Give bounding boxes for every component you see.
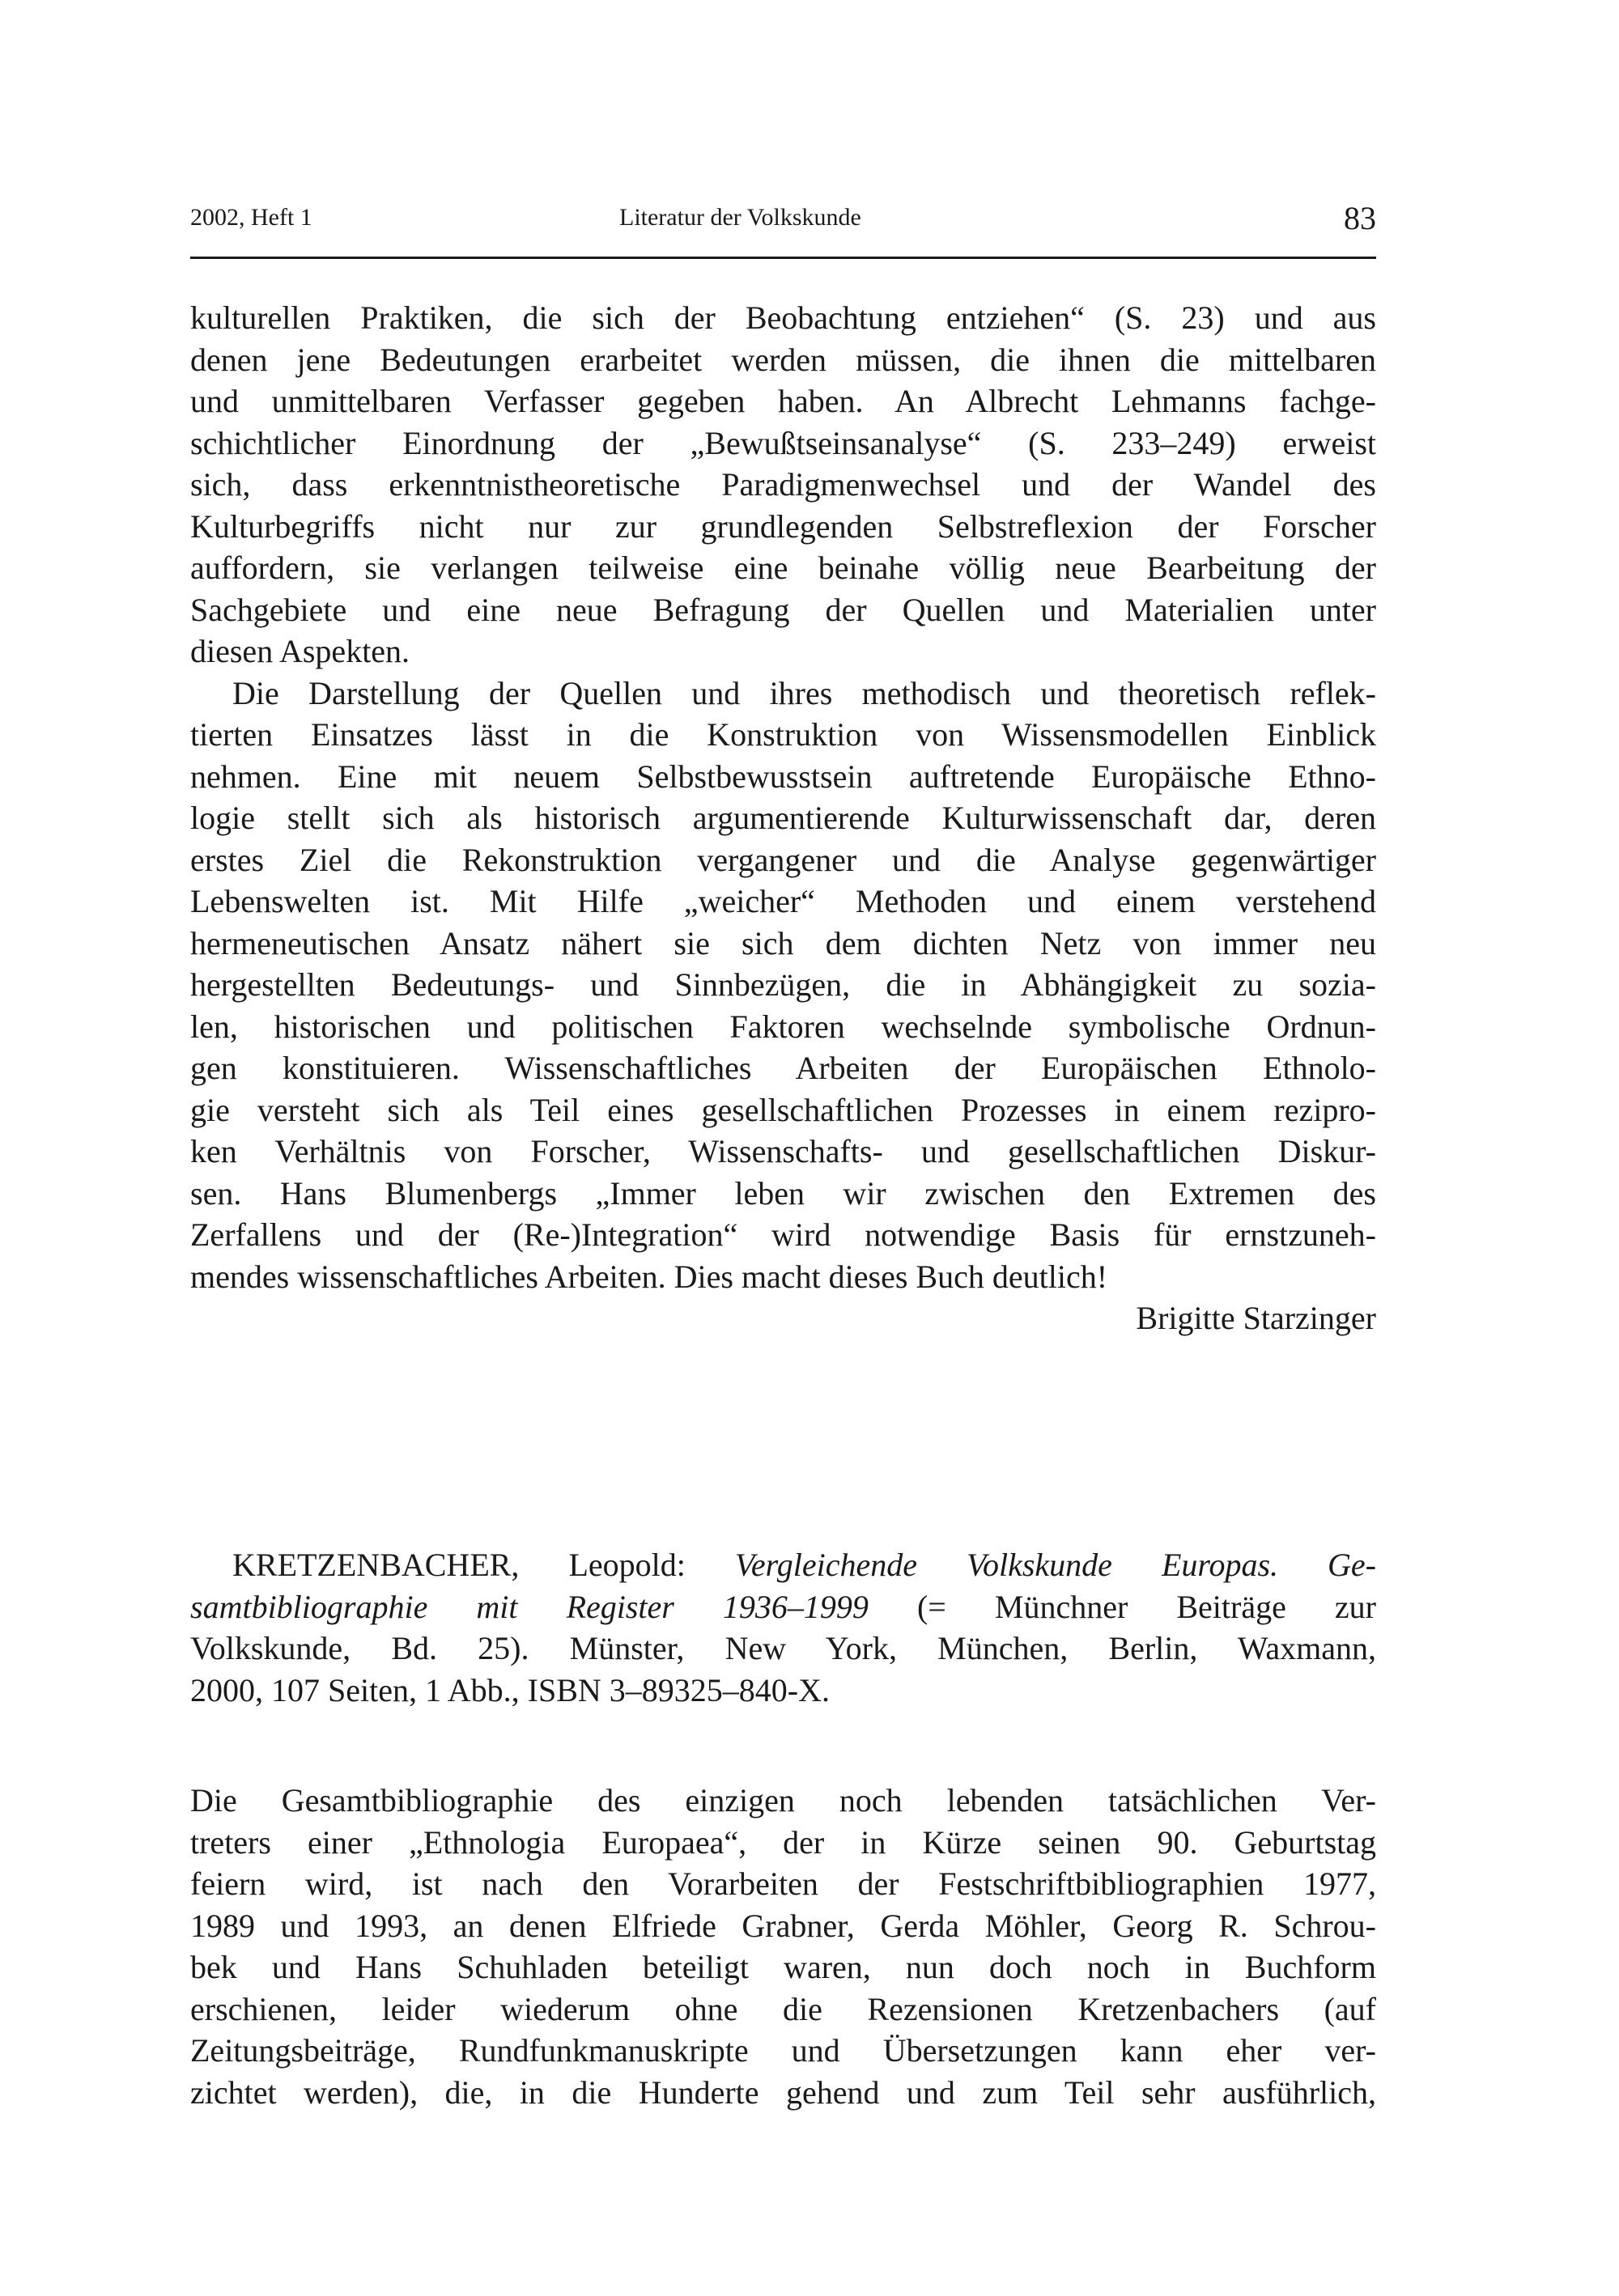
citation-line: Volkskunde, Bd. 25). Münster, New York, München, Berlin, Waxmann, [190,1630,1376,1666]
text-line: sen. Hans Blumenbergs „Immer leben wir zwischen den Extremen des [190,1174,1376,1212]
review-starzinger [190,297,1376,1339]
text-line: erstes Ziel die Rekonstruktion vergangener und die Analyse gegenwärtiger [190,841,1376,878]
text-line: Die Gesamtbibliographie des einzigen noch lebenden tatsächlichen Ver- [190,1782,1376,1819]
text-line: mendes wissenschaftliches Arbeiten. Dies macht dieses Buch deutlich! [190,1258,1108,1295]
text-line: schichtlicher Einordnung der „Bewußtseinsanalyse“ (S. 233–249) erweist [190,424,1376,461]
text-line: Zeitungsbeiträge, Rundfunkmanuskripte und Übersetzungen kann eher ver- [190,2032,1376,2069]
text-line: diesen Aspekten. [190,633,410,669]
text-line: und unmittelbaren Verfasser gegeben haben. An Albrecht Lehmanns fachge- [190,383,1376,419]
bibliographic-citation [190,1544,1376,1711]
text-line: gie versteht sich als Teil eines gesellschaftlichen Prozesses in einem rezipro- [190,1091,1376,1128]
text-line: gen konstituieren. Wissenschaftliches Arbeiten der Europäischen Ethnolo- [190,1050,1376,1086]
text-line: denen jene Bedeutungen erarbeitet werden müssen, die ihnen die mittelbaren [190,341,1376,378]
text-line: Zerfallens und der (Re-)Integration“ wird notwendige Basis für ernstzuneh- [190,1216,1376,1253]
citation-series: (= Münchner Beiträge zur [916,1588,1376,1625]
issue-label: 2002, Heft 1 [190,204,312,231]
review-kretzenbacher-body [190,1780,1376,2113]
citation-line [190,1586,1376,1628]
text-line: zichtet werden), die, in die Hunderte gehend und zum Teil sehr ausführlich, [190,2073,1376,2111]
citation-title: Vergleichende Volkskunde Europas. Ge- [734,1547,1376,1583]
text-line: Lebenswelten ist. Mit Hilfe „weicher“ Methoden und einem verstehend [190,883,1376,919]
text-line: bek und Hans Schuhladen beteiligt waren, nun doch noch in Buchform [190,1949,1376,1985]
text-line: nehmen. Eine mit neuem Selbstbewusstsein auftretende Europäische Ethno- [190,758,1376,795]
running-header [190,200,1376,244]
text-line: kulturellen Praktiken, die sich der Beobachtung entziehen“ (S. 23) und aus [190,299,1376,336]
text-line: Die Darstellung der Quellen und ihres methodisch und theoretisch reflek- [232,674,1376,711]
text-line: Kulturbegriffs nicht nur zur grundlegenden Selbstreflexion der Forscher [190,507,1376,545]
text-line: feiern wird, ist nach den Vorarbeiten der Festschriftbibliographien 1977, [190,1865,1376,1902]
text-line: tierten Einsatzes lässt in die Konstruktion von Wissensmodellen Einblick [190,716,1376,753]
text-line: auffordern, sie verlangen teilweise eine beinahe völlig neue Bearbeitung der [190,550,1376,586]
text-line: len, historischen und politischen Faktoren wechselnde symbolische Ordnun- [190,1008,1376,1045]
text-line: Sachgebiete und eine neue Befragung der Quellen und Materialien unter [190,591,1376,628]
header-rule [190,257,1376,259]
citation-author: KRETZENBACHER, Leopold: [232,1547,686,1583]
citation-line: 2000, 107 Seiten, 1 Abb., ISBN 3–89325–840-X. [190,1671,830,1708]
review-author: Brigitte Starzinger [1136,1300,1376,1336]
text-line: hergestellten Bedeutungs- und Sinnbezügen, die in Abhängigkeit zu sozia- [190,966,1376,1003]
text-line: logie stellt sich als historisch argumentierende Kulturwissenschaft dar, deren [190,800,1376,836]
text-line: 1989 und 1993, an denen Elfriede Grabner, Gerda Möhler, Georg R. Schrou- [190,1907,1376,1944]
text-line: hermeneutischen Ansatz nähert sie sich dem dichten Netz von immer neu [190,924,1376,961]
text-line: erschienen, leider wiederum ohne die Rezensionen Kretzenbachers (auf [190,1990,1376,2027]
text-line: sich, dass erkenntnistheoretische Paradigmenwechsel und der Wandel des [190,466,1376,503]
page-number: 83 [1344,200,1376,236]
text-line: treters einer „Ethnologia Europaea“, der in Kürze seinen 90. Geburtstag [190,1823,1376,1861]
text-line: ken Verhältnis von Forscher, Wissenschafts- und gesellschaftlichen Diskur- [190,1133,1376,1169]
citation-title-cont: samtbibliographie mit Register 1936–1999 [190,1588,869,1625]
journal-section-title: Literatur der Volkskunde [619,204,861,231]
citation-line [190,1544,1376,1586]
